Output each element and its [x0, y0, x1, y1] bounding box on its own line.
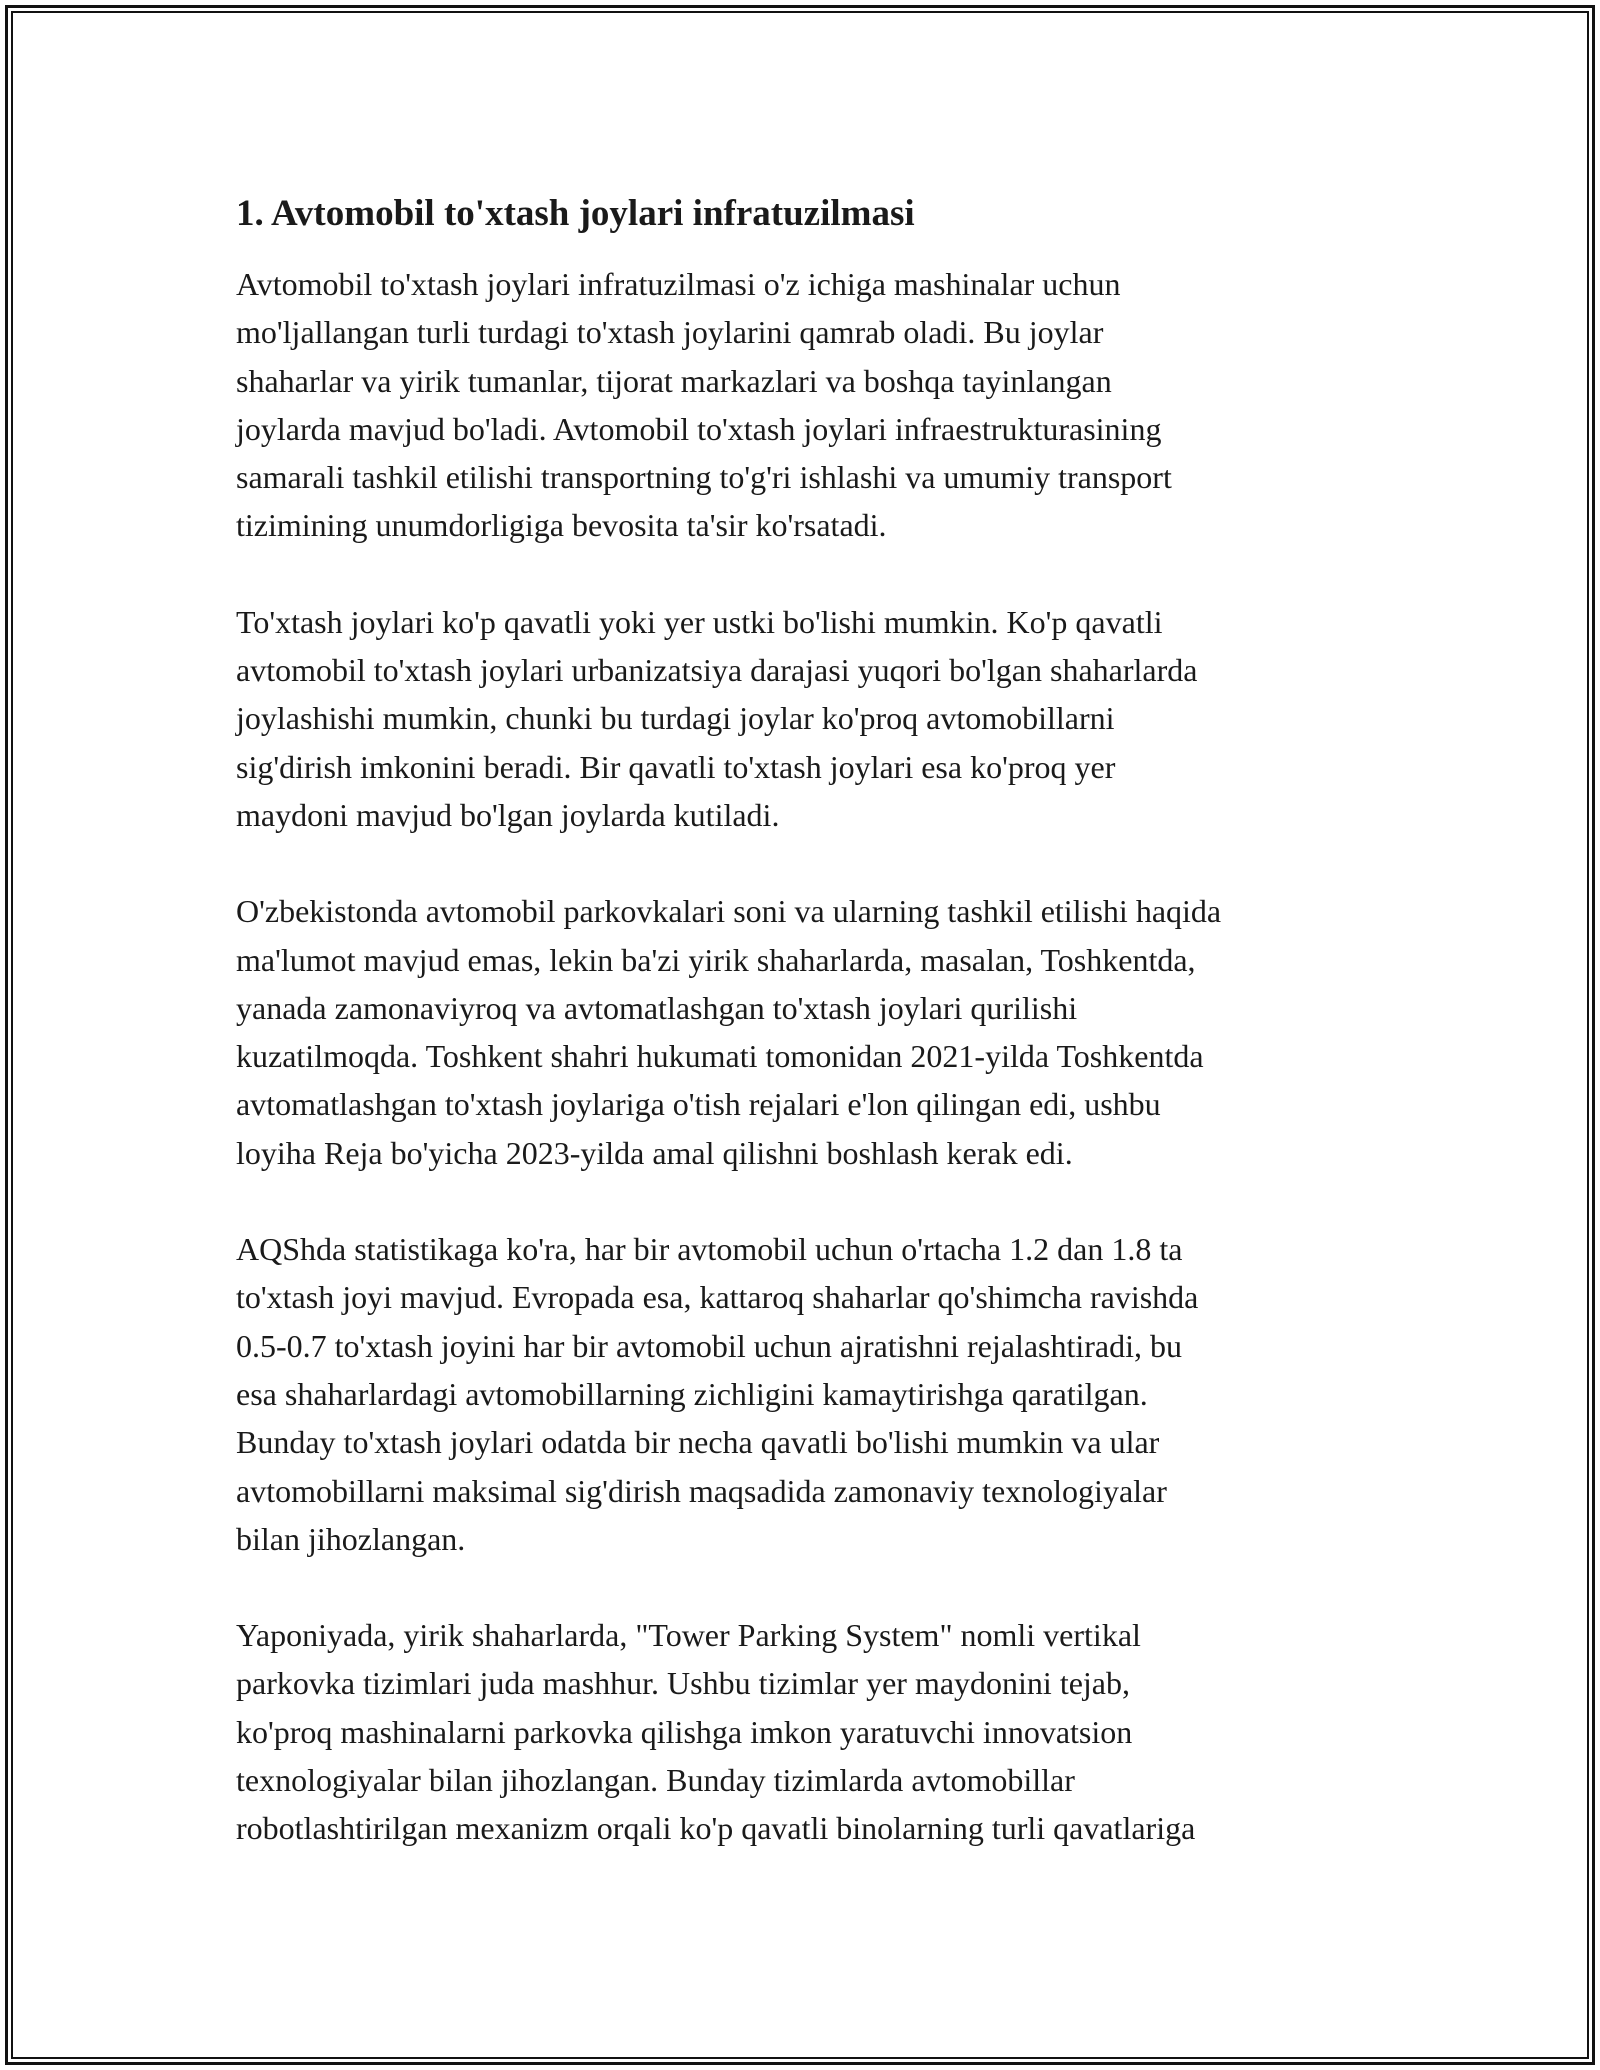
document-body — [236, 190, 1376, 1901]
paragraph-parking-types: To'xtash joylari ko'p qavatli yoki yer ustki bo'lishi mumkin. Ko'p qavatli avtomobil to'xtash joylari urbanizatsiya darajasi yuqori bo'lgan shaharlarda joylashishi mumkin, chunki bu turdagi joylar ko'proq avtomobillarni sig'dirish imkonini beradi. Bir qavatli to'xtash joylari esa ko'proq yer maydoni mavjud bo'lgan joylarda kutiladi. — [236, 603, 1198, 833]
paragraph-infrastructure: Avtomobil to'xtash joylari infratuzilmasi o'z ichiga mashinalar uchun mo'ljallangan turli turdagi to'xtash joylarini qamrab oladi. Bu joylar shaharlar va yirik tumanlar, tijorat markazlari va boshqa tayinlangan joylarda mavjud bo'ladi. Avtomobil to'xtash joylari infraestrukturasining samarali tashkil etilishi transportning to'g'ri ishlashi va umumiy transport tizimining unumdorligiga bevosita ta'sir ko'rsatadi. — [236, 266, 1172, 544]
paragraph-japan: Yaponiyada, yirik shaharlarda, "Tower Parking System" nomli vertikal parkovka tizimlari juda mashhur. Ushbu tizimlar yer maydonini tejab, ko'proq mashinalarni parkovka qilishga imkon yaratuvchi innovatsion texnologiyalar bilan jihozlangan. Bunday tizimlarda avtomobillar robotlashtirilgan mexanizm orqali ko'p qavatli binolarning turli qavatlariga — [236, 1617, 1196, 1847]
section-heading: 1. Avtomobil to'xtash joylari infratuzilmasi — [236, 193, 915, 234]
paragraph-usa-europe: AQShda statistikaga ko'ra, har bir avtomobil uchun o'rtacha 1.2 dan 1.8 ta to'xtash joyi mavjud. Evropada esa, kattaroq shaharlar qo'shimcha ravishda 0.5-0.7 to'xtash joyini har bir avtomobil uchun ajratishni rejalashtiradi, bu esa shaharlardagi avtomobillarning zichligini kamaytirishga qaratilgan. Bunday to'xtash joylari odatda bir necha qavatli bo'lishi mumkin va ular avtomobillarni maksimal sig'dirish maqsadida zamonaviy texnologiyalar bilan jihozlangan. — [236, 1231, 1199, 1557]
paragraph-uzbekistan: O'zbekistonda avtomobil parkovkalari soni va ularning tashkil etilishi haqida ma'lumot mavjud emas, lekin ba'zi yirik shaharlarda, masalan, Toshkentda, yanada zamonaviyroq va avtomatlashgan to'xtash joylari qurilishi kuzatilmoqda. Toshkent shahri hukumati tomonidan 2021-yilda Toshkentda avtomatlashgan to'xtash joylariga o'tish rejalari e'lon qilingan edi, ushbu loyiha Reja bo'yicha 2023-yilda amal qilishni boshlash kerak edi. — [236, 893, 1222, 1171]
